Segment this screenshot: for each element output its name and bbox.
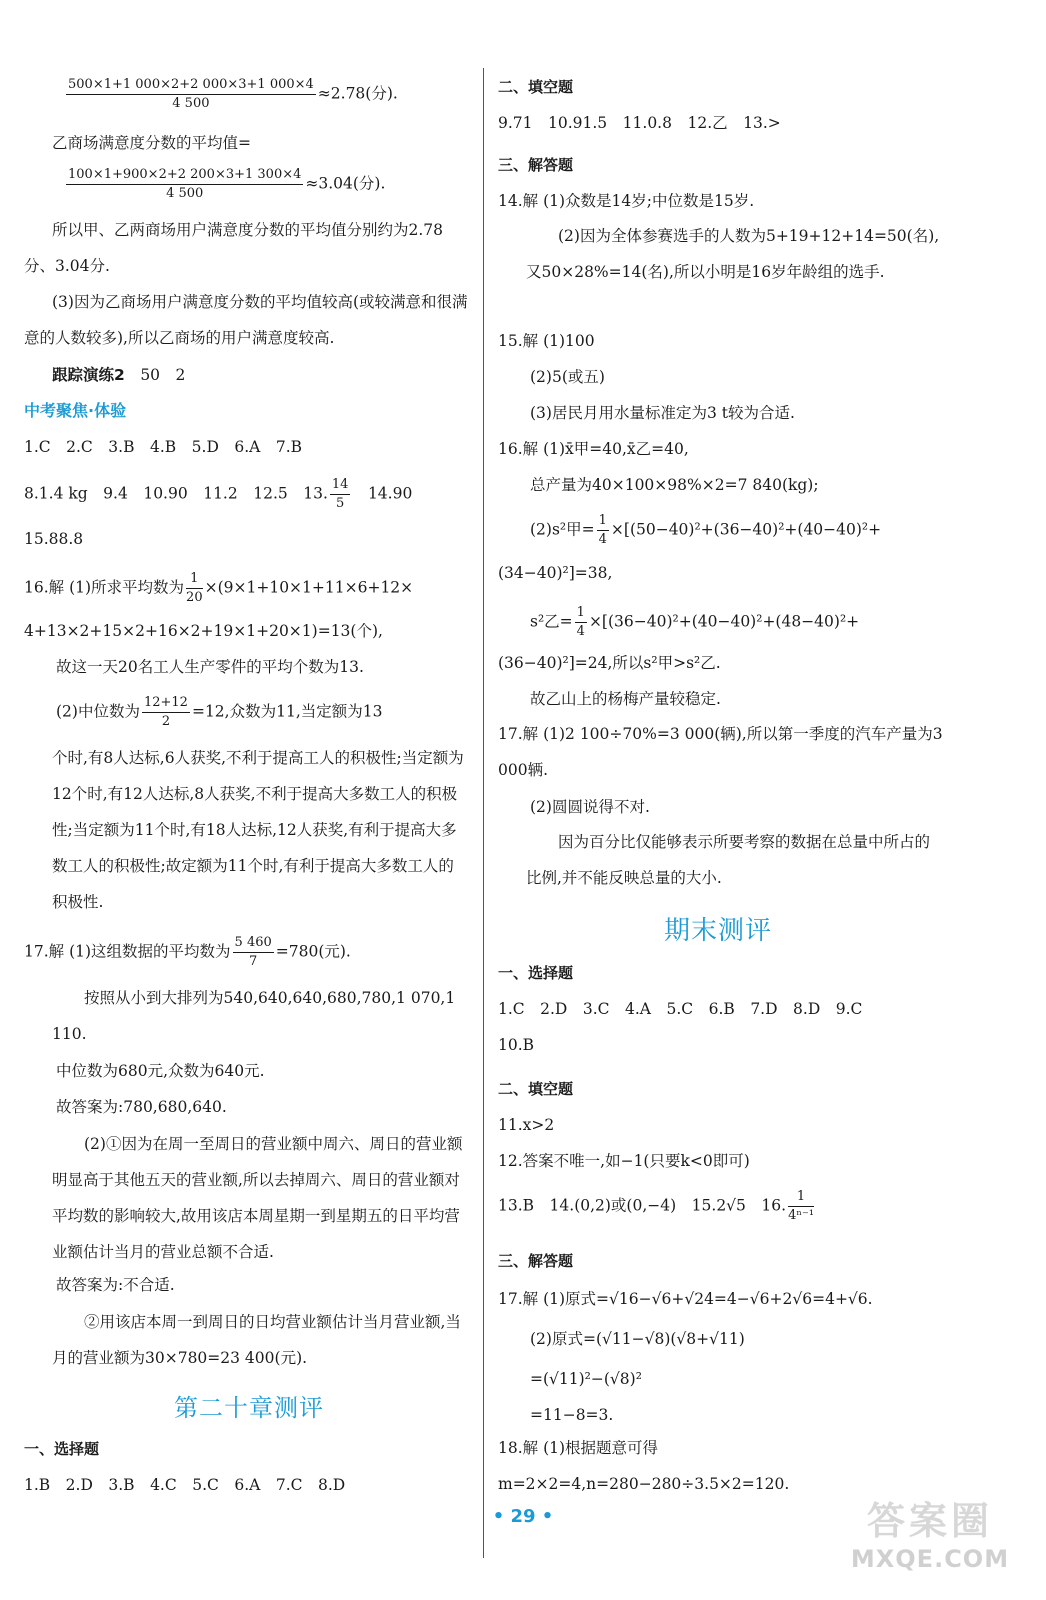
chapter-title: 第二十章测评 xyxy=(174,1394,324,1422)
text-line: 中位数为680元,众数为640元. xyxy=(56,1062,265,1080)
text-line: (2)原式=(√11−√8)(√8+√11) xyxy=(530,1330,745,1348)
paragraph: 按照从小到大排列为540,640,640,680,780,1 070,1 110. xyxy=(52,989,456,1043)
paragraph: 个时,有8人达标,6人获奖,不利于提高工人的积极性;当定额为12个时,有12人达标,8人获奖,不利于提高大多数工人的积极性;当定额为11个时,有18人达标,12人获奖,有利于提高大多数工人的积极性;故定额为11个时,有利于提高大多数工人的积极性. xyxy=(52,749,464,911)
text-line: (34−40)²]=38, xyxy=(498,564,613,582)
text-line: 17.解 (1)原式=√16−√6+√24=4−√6+2√6=4+√6. xyxy=(498,1290,873,1308)
text-line: 故这一天20名工人生产零件的平均个数为13. xyxy=(56,658,364,676)
practice-line: 跟踪演练2 50 2 xyxy=(52,366,186,384)
paragraph: (2)①因为在周一至周日的营业额中周六、周日的营业额明显高于其他五天的营业额,所以去掉周六、周日的营业额对平均数的影响较大,故用该店本周星期一到星期五的日平均营业额估计当月的营业总额不合适. xyxy=(52,1135,463,1261)
answer-line: 12.答案不唯一,如−1(只要k<0即可) xyxy=(498,1152,750,1170)
text-line: 4+13×2+15×2+16×2+19×1+20×1)=13(个), xyxy=(24,622,383,640)
paragraph: (3)因为乙商场用户满意度分数的平均值较高(或较满意和很满意的人数较多),所以乙商场的用户满意度较高. xyxy=(24,293,468,347)
section-heading: 二、填空题 xyxy=(498,1080,574,1098)
text-line: 故乙山上的杨梅产量较稳定. xyxy=(530,690,721,708)
answer-line: 1.B 2.D 3.B 4.C 5.C 6.A 7.C 8.D xyxy=(24,1476,346,1494)
paragraph: 18.解 (1)根据题意可得 m=2×2=4,n=280−280÷3.5×2=120. xyxy=(498,1439,790,1493)
paragraph: 所以甲、乙两商场用户满意度分数的平均值分别约为2.78分、3.04分. xyxy=(24,221,444,275)
text-line: 16.解 (1)x̄甲=40,x̄乙=40, xyxy=(498,440,689,458)
answer-line: 10.B xyxy=(498,1036,535,1054)
section-heading: 中考聚焦·体验 xyxy=(24,401,127,420)
paragraph: 因为百分比仅能够表示所要考察的数据在总量中所占的比例,并不能反映总量的大小. xyxy=(526,833,931,887)
exam-title: 期末测评 xyxy=(664,916,773,946)
formula-jia: $\frac{500\times 1+1 000\times 2+2 000\times 3+1 000\times 4}{4 500}$ ≈2.78(分). xyxy=(68,77,398,111)
text-line: (2)圆圆说得不对. xyxy=(530,798,650,816)
paragraph: (2)因为全体参赛选手的人数为5+19+12+14=50(名),又50×28%=14(名),所以小明是16岁年龄组的选手. xyxy=(526,227,940,281)
formula-yi: $\frac{100\times 1+900\times 2+2 200\times 3+1 300\times 4}{4 500}$ ≈3.04(分). xyxy=(68,167,386,201)
text-line: 14.解 (1)众数是14岁;中位数是15岁. xyxy=(498,192,755,210)
watermark-text-top: 答案圈 xyxy=(866,1499,993,1543)
section-heading: 二、填空题 xyxy=(498,78,574,96)
answer-line: 9.71 10.91.5 11.0.8 12.乙 13.> xyxy=(498,114,781,132)
page-number: • 29 • xyxy=(492,1506,554,1527)
text-line: =11−8=3. xyxy=(530,1406,614,1424)
section-heading: 一、选择题 xyxy=(498,964,574,982)
watermark-logo xyxy=(830,1490,1030,1590)
variance-line: (2)s²甲= $\frac{1}{4}$ ×[(50−40)²+(36−40)²+(40−40)²+ xyxy=(530,513,882,547)
text-line: 乙商场满意度分数的平均值= xyxy=(52,134,251,152)
watermark-text-bottom: MXQE.COM xyxy=(850,1545,1010,1573)
answer-line: 8.1.4 kg 9.4 10.90 11.2 12.5 13. $\frac{14}{5}$ 14.90 xyxy=(24,477,413,511)
text-line: =(√11)²−(√8)² xyxy=(530,1370,642,1388)
text-line: 故答案为:780,680,640. xyxy=(56,1098,227,1116)
text-line: (2)5(或五) xyxy=(530,368,605,386)
q17-line: 17.解 (1)这组数据的平均数为 $\frac{5 460}{7}$ =780(元). xyxy=(24,935,351,969)
section-heading: 一、选择题 xyxy=(24,1440,100,1458)
answer-line: 1.C 2.D 3.C 4.A 5.C 6.B 7.D 8.D 9.C xyxy=(498,1000,863,1018)
text-line: (36−40)²]=24,所以s²甲>s²乙. xyxy=(498,654,721,672)
text-line: 总产量为40×100×98%×2=7 840(kg); xyxy=(530,476,819,494)
text-line: 15.解 (1)100 xyxy=(498,332,595,350)
q16-median-line: (2)中位数为 $\frac{12+12}{2}$ =12,众数为11,当定额为13 xyxy=(56,695,383,729)
q16-line: 16.解 (1)所求平均数为 $\frac{1}{20}$ ×(9×1+10×1+11×6+12× xyxy=(24,571,414,605)
paragraph: ②用该店本周一到周日的日均营业额估计当月营业额,当月的营业额为30×780=23 400(元). xyxy=(52,1313,461,1367)
column-divider xyxy=(483,68,484,1558)
paragraph: 17.解 (1)2 100÷70%=3 000(辆),所以第一季度的汽车产量为3 000辆. xyxy=(498,725,943,779)
text-line: (3)居民月用水量标准定为3 t较为合适. xyxy=(530,404,795,422)
answer-line: 1.C 2.C 3.B 4.B 5.D 6.A 7.B xyxy=(24,438,303,456)
section-heading: 三、解答题 xyxy=(498,1252,574,1270)
answer-line: 11.x>2 xyxy=(498,1116,555,1134)
section-heading: 三、解答题 xyxy=(498,156,574,174)
answer-line: 13.B 14.(0,2)或(0,−4) 15.2√5 16. $\frac{1}{\text{4ⁿ⁻¹}}$ xyxy=(498,1189,815,1223)
text-line: 故答案为:不合适. xyxy=(56,1276,175,1294)
answer-line: 15.88.8 xyxy=(24,530,84,548)
variance-line: s²乙= $\frac{1}{4}$ ×[(36−40)²+(40−40)²+(48−40)²+ xyxy=(530,605,860,639)
